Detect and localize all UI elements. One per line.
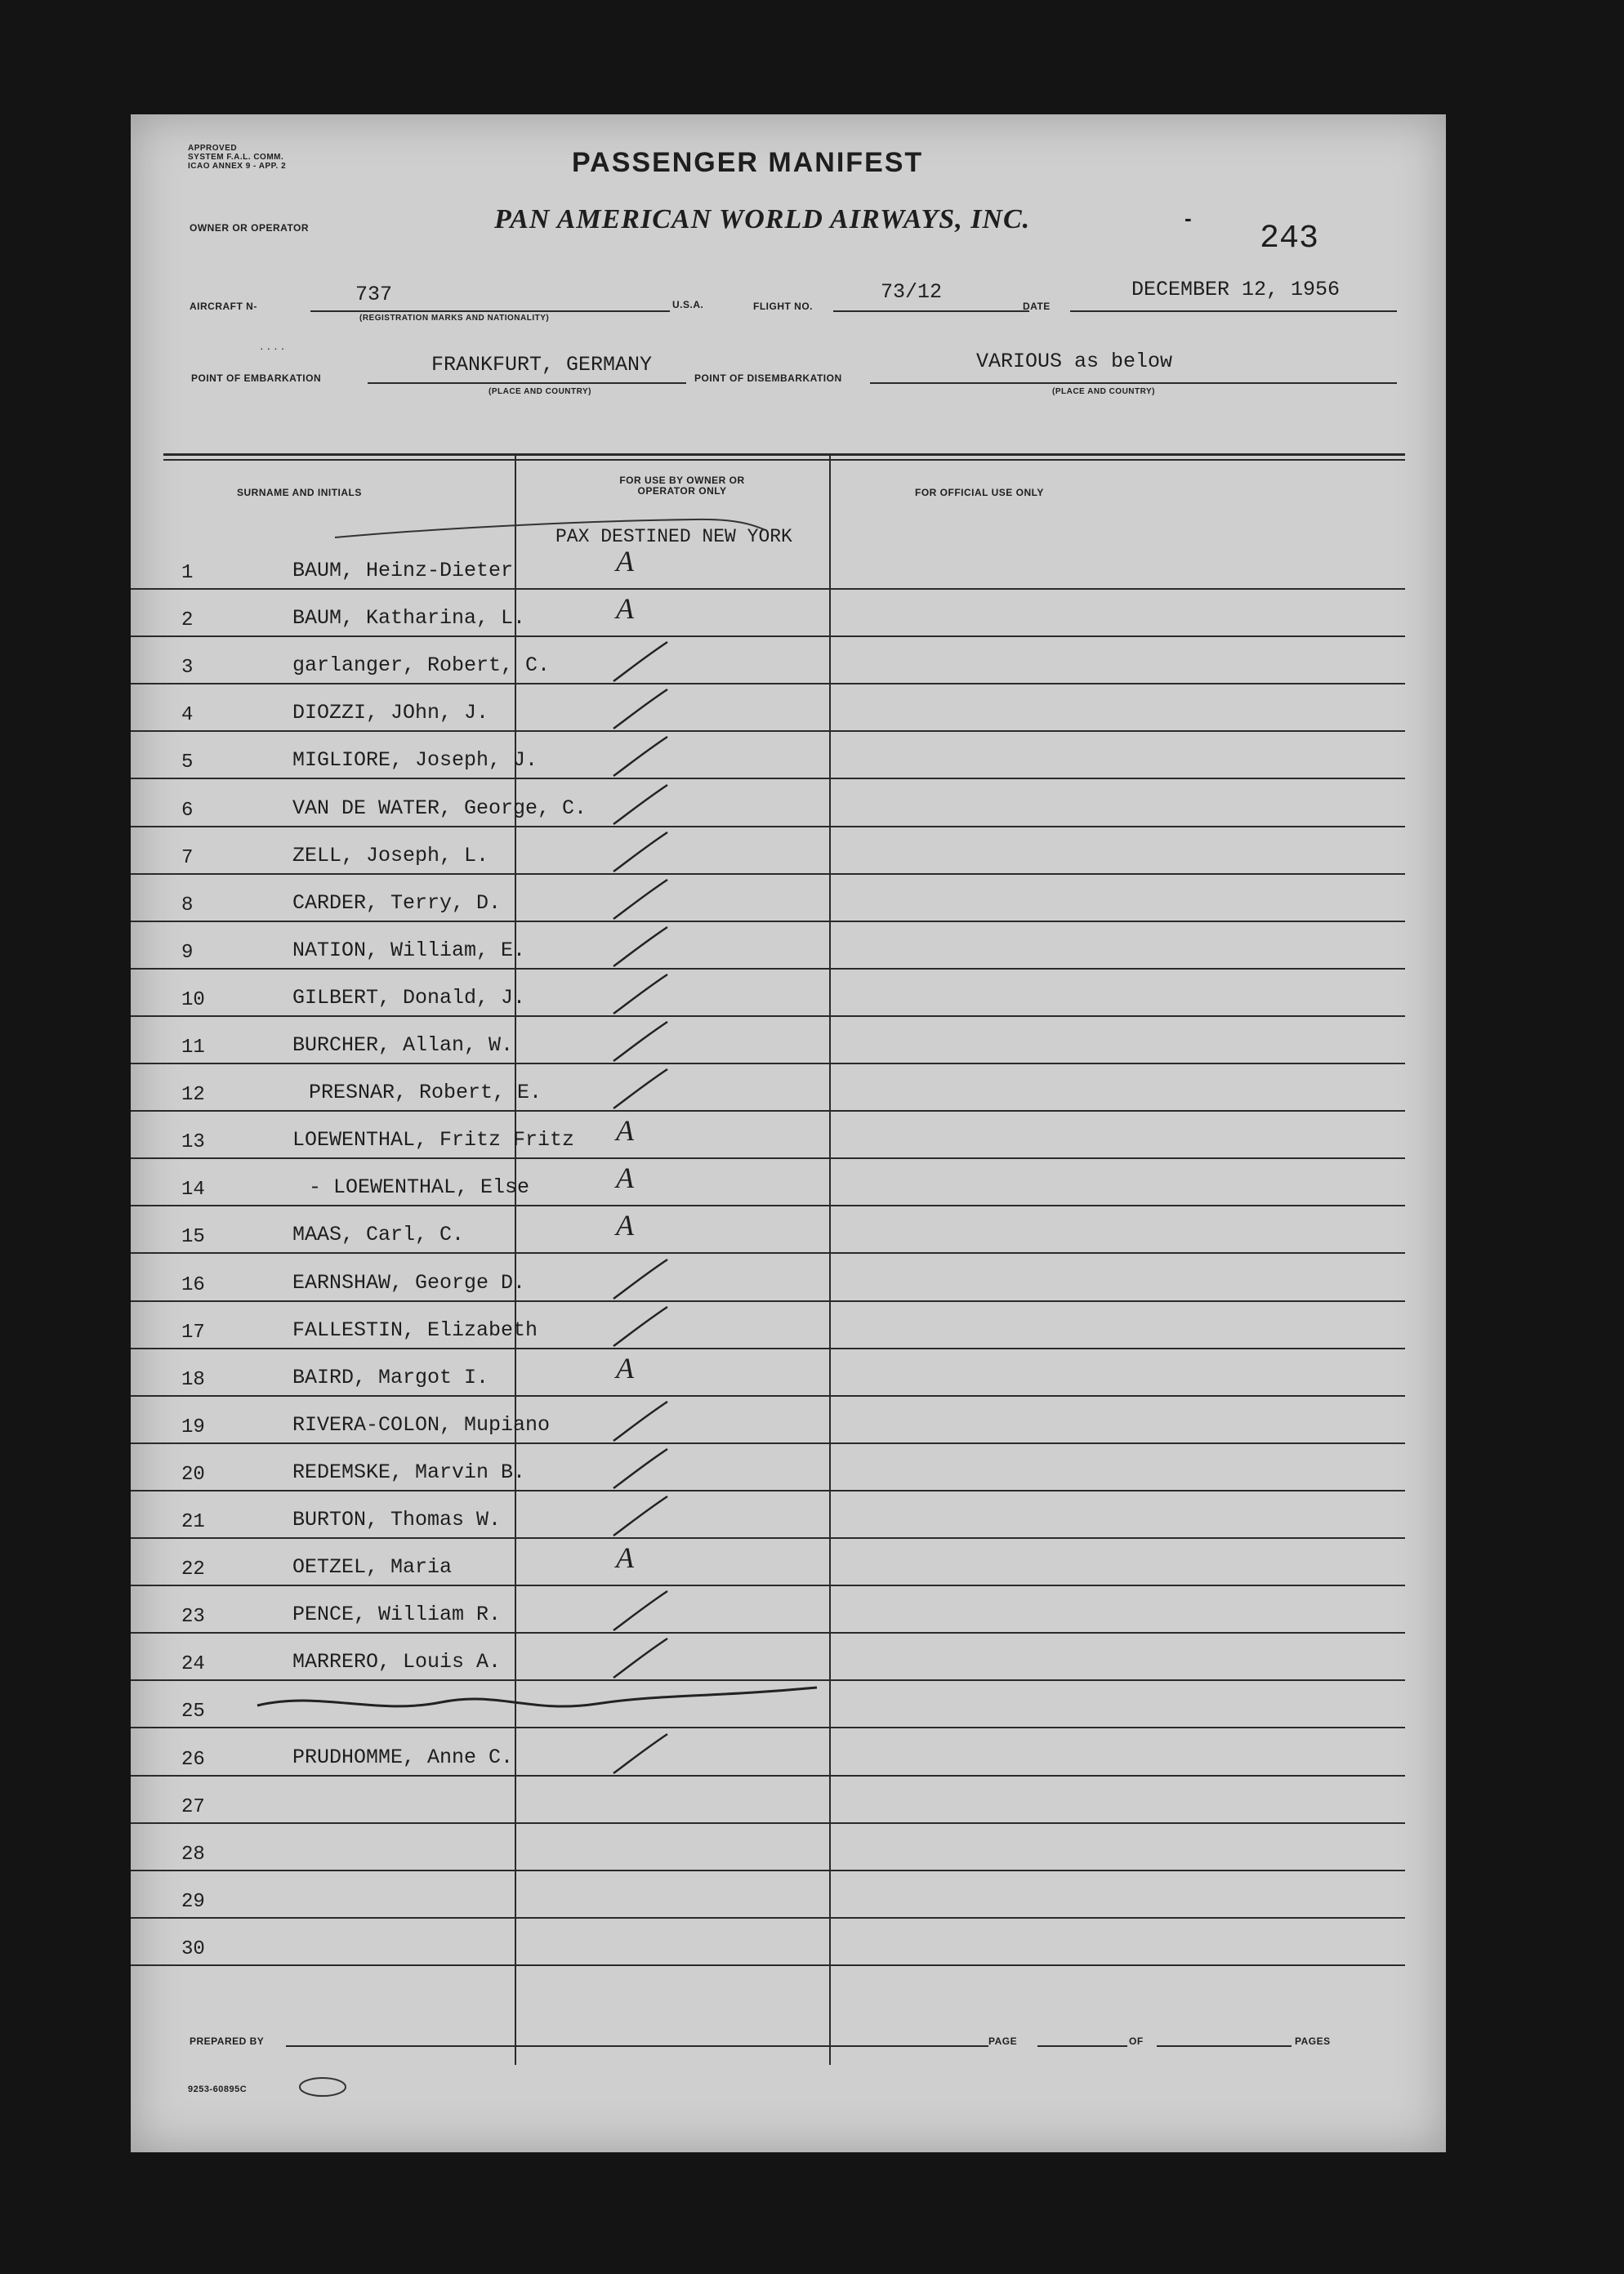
aircraft-underline bbox=[310, 310, 670, 312]
owner-label: OWNER OR OPERATOR bbox=[190, 222, 310, 234]
row-rule bbox=[131, 1442, 1405, 1444]
row-rule bbox=[131, 1300, 1405, 1302]
row-number: 26 bbox=[181, 1749, 205, 1771]
handwritten-check-mark bbox=[609, 686, 674, 735]
handwritten-arrow-stroke bbox=[327, 505, 850, 554]
approval-line: APPROVED bbox=[188, 144, 238, 153]
row-number: 21 bbox=[181, 1511, 205, 1533]
handwritten-a-mark: A bbox=[616, 1541, 634, 1574]
row-rule bbox=[131, 1110, 1405, 1112]
approval-line: ICAO ANNEX 9 - APP. 2 bbox=[188, 162, 287, 171]
destination-note: PAX DESTINED NEW YORK bbox=[555, 526, 792, 547]
passenger-name: MARRERO, Louis A. bbox=[292, 1650, 502, 1674]
handwritten-a-mark: A bbox=[616, 1162, 634, 1194]
pages-label: PAGES bbox=[1295, 2035, 1331, 2047]
handwritten-check-mark bbox=[609, 1398, 674, 1447]
passenger-name: EARNSHAW, George D. bbox=[292, 1271, 526, 1295]
passenger-name: garlanger, Robert, C. bbox=[292, 653, 551, 677]
passenger-name: ZELL, Joseph, L. bbox=[292, 844, 489, 867]
row-rule bbox=[131, 730, 1405, 732]
passenger-name: DIOZZI, JOhn, J. bbox=[292, 701, 489, 725]
passenger-name: BAIRD, Margot I. bbox=[292, 1366, 489, 1389]
embarkation-label: POINT OF EMBARKATION bbox=[191, 372, 322, 384]
table-top-rule-2 bbox=[163, 459, 1405, 461]
row-number: 14 bbox=[181, 1179, 205, 1201]
handwritten-check-mark bbox=[609, 1019, 674, 1068]
row-rule bbox=[131, 921, 1405, 922]
handwritten-check-mark bbox=[609, 1446, 674, 1495]
row-number: 19 bbox=[181, 1416, 205, 1438]
approval-block bbox=[188, 144, 286, 171]
passenger-name: GILBERT, Donald, J. bbox=[292, 986, 526, 1010]
handwritten-check-mark bbox=[609, 971, 674, 1020]
row-number: 27 bbox=[181, 1796, 205, 1818]
handwritten-check-mark bbox=[609, 782, 674, 831]
form-number: 9253-60895C bbox=[188, 2084, 248, 2094]
row-number: 25 bbox=[181, 1701, 205, 1723]
passenger-name: LOEWENTHAL, Fritz Fritz bbox=[292, 1128, 575, 1152]
row-rule bbox=[131, 1063, 1405, 1064]
handwritten-check-mark bbox=[609, 1731, 674, 1780]
row-number: 1 bbox=[181, 562, 194, 584]
passenger-name: PRESNAR, Robert, E. bbox=[309, 1081, 542, 1104]
passenger-name: NATION, William, E. bbox=[292, 939, 526, 962]
handwritten-check-mark bbox=[609, 1304, 674, 1353]
passenger-name: OETZEL, Maria bbox=[292, 1555, 453, 1579]
strikethrough-wave bbox=[253, 1683, 825, 1723]
row-rule bbox=[131, 826, 1405, 827]
row-rule bbox=[131, 873, 1405, 875]
row-number: 12 bbox=[181, 1084, 205, 1106]
of-label: OF bbox=[1129, 2035, 1144, 2047]
prepared-by-label: PREPARED BY bbox=[190, 2035, 265, 2047]
disembarkation-caption: (PLACE AND COUNTRY) bbox=[1052, 387, 1155, 396]
embarkation-value: FRANKFURT, GERMANY bbox=[431, 353, 653, 377]
passenger-name: MIGLIORE, Joseph, J. bbox=[292, 748, 538, 772]
flight-label: FLIGHT NO. bbox=[753, 301, 813, 312]
disembarkation-underline bbox=[870, 382, 1397, 384]
passenger-name: RIVERA-COLON, Mupiano bbox=[292, 1413, 551, 1437]
row-number: 6 bbox=[181, 800, 194, 822]
usa-label: U.S.A. bbox=[672, 299, 704, 310]
row-rule bbox=[131, 1870, 1405, 1871]
row-rule bbox=[131, 1395, 1405, 1397]
printer-seal-icon bbox=[294, 2075, 351, 2099]
row-number: 24 bbox=[181, 1653, 205, 1675]
row-number: 10 bbox=[181, 989, 205, 1011]
row-rule bbox=[131, 1537, 1405, 1539]
row-rule bbox=[131, 1679, 1405, 1681]
disembarkation-value: VARIOUS as below bbox=[976, 350, 1173, 373]
handwritten-a-mark: A bbox=[616, 1352, 634, 1384]
page-title: PASSENGER MANIFEST bbox=[572, 147, 924, 178]
passenger-name: MAAS, Carl, C. bbox=[292, 1223, 465, 1246]
row-number: 17 bbox=[181, 1322, 205, 1344]
handwritten-check-mark bbox=[609, 639, 674, 688]
row-rule bbox=[131, 683, 1405, 684]
passenger-name: CARDER, Terry, D. bbox=[292, 891, 502, 915]
row-rule bbox=[131, 1822, 1405, 1824]
page-label: PAGE bbox=[988, 2035, 1018, 2047]
passenger-name: FALLESTIN, Elizabeth bbox=[292, 1318, 538, 1342]
handwritten-check-mark bbox=[609, 1493, 674, 1542]
handwritten-check-mark bbox=[609, 1256, 674, 1305]
handwritten-a-mark: A bbox=[616, 1114, 634, 1147]
handwritten-a-mark: A bbox=[616, 545, 634, 577]
row-number: 3 bbox=[181, 657, 194, 679]
handwritten-check-mark bbox=[609, 1635, 674, 1684]
row-number: 16 bbox=[181, 1274, 205, 1296]
row-rule bbox=[131, 968, 1405, 970]
row-number: 29 bbox=[181, 1891, 205, 1913]
row-number: 22 bbox=[181, 1558, 205, 1581]
aircraft-caption: (REGISTRATION MARKS AND NATIONALITY) bbox=[359, 314, 550, 323]
row-rule bbox=[131, 588, 1405, 590]
row-rule bbox=[131, 778, 1405, 779]
handwritten-check-mark bbox=[609, 876, 674, 925]
disembarkation-label: POINT OF DISEMBARKATION bbox=[694, 372, 842, 384]
row-rule bbox=[131, 1157, 1405, 1159]
col-header-surname: SURNAME AND INITIALS bbox=[237, 487, 362, 498]
row-rule bbox=[131, 1775, 1405, 1777]
handwritten-check-mark bbox=[609, 924, 674, 973]
col-header-official: FOR OFFICIAL USE ONLY bbox=[915, 487, 1044, 498]
date-value: DECEMBER 12, 1956 bbox=[1131, 278, 1341, 301]
row-number: 15 bbox=[181, 1226, 205, 1248]
passenger-name: BURTON, Thomas W. bbox=[292, 1508, 502, 1532]
row-number: 23 bbox=[181, 1606, 205, 1628]
row-rule bbox=[131, 1727, 1405, 1728]
handwritten-check-mark bbox=[609, 1066, 674, 1115]
flight-underline bbox=[833, 310, 1029, 312]
passenger-name: BURCHER, Allan, W. bbox=[292, 1033, 514, 1057]
passenger-name: BAUM, Heinz-Dieter bbox=[292, 559, 514, 582]
row-rule bbox=[131, 1632, 1405, 1634]
row-rule bbox=[131, 1015, 1405, 1017]
row-number: 13 bbox=[181, 1131, 205, 1153]
dots-mark: · · · · bbox=[260, 341, 285, 354]
handwritten-check-mark bbox=[609, 829, 674, 878]
row-rule bbox=[131, 1917, 1405, 1919]
handwritten-check-mark bbox=[609, 1588, 674, 1637]
row-number: 20 bbox=[181, 1464, 205, 1486]
row-number: 5 bbox=[181, 751, 194, 774]
passenger-name: REDEMSKE, Marvin B. bbox=[292, 1460, 526, 1484]
flight-value: 73/12 bbox=[881, 280, 943, 304]
row-rule bbox=[131, 1490, 1405, 1491]
page-stamp: 243 bbox=[1260, 221, 1319, 257]
row-number: 7 bbox=[181, 847, 194, 869]
date-label: DATE bbox=[1023, 301, 1051, 312]
manifest-sheet bbox=[131, 114, 1446, 2152]
passenger-name: VAN DE WATER, George, C. bbox=[292, 796, 587, 820]
approval-line: SYSTEM F.A.L. COMM. bbox=[188, 153, 284, 162]
embarkation-caption: (PLACE AND COUNTRY) bbox=[489, 387, 591, 396]
row-rule bbox=[131, 635, 1405, 637]
passenger-name: PENCE, William R. bbox=[292, 1603, 502, 1626]
row-number: 28 bbox=[181, 1844, 205, 1866]
row-rule bbox=[131, 1252, 1405, 1254]
aircraft-value: 737 bbox=[355, 283, 393, 306]
row-rule bbox=[131, 1585, 1405, 1586]
page-underline bbox=[1037, 2045, 1127, 2047]
row-rule bbox=[131, 1348, 1405, 1349]
handwritten-check-mark bbox=[609, 733, 674, 783]
prepared-underline bbox=[286, 2045, 988, 2047]
row-number: 30 bbox=[181, 1938, 205, 1960]
table-top-rule bbox=[163, 453, 1405, 456]
handwritten-a-mark: A bbox=[616, 592, 634, 625]
col-header-owner: FOR USE BY OWNER OR OPERATOR ONLY bbox=[619, 475, 745, 497]
passenger-name: - LOEWENTHAL, Else bbox=[309, 1175, 530, 1199]
date-underline bbox=[1070, 310, 1397, 312]
row-rule bbox=[131, 1964, 1405, 1966]
aircraft-label: AIRCRAFT N- bbox=[190, 301, 257, 312]
stamp-mark: - bbox=[1185, 206, 1192, 230]
row-number: 11 bbox=[181, 1037, 205, 1059]
embarkation-underline bbox=[368, 382, 686, 384]
row-number: 9 bbox=[181, 942, 194, 964]
passenger-name: BAUM, Katharina, L. bbox=[292, 606, 526, 630]
row-number: 8 bbox=[181, 894, 194, 916]
of-underline bbox=[1157, 2045, 1292, 2047]
handwritten-a-mark: A bbox=[616, 1209, 634, 1242]
row-number: 18 bbox=[181, 1369, 205, 1391]
row-rule bbox=[131, 1205, 1405, 1206]
passenger-name: PRUDHOMME, Anne C. bbox=[292, 1746, 514, 1769]
operator-name: PAN AMERICAN WORLD AIRWAYS, INC. bbox=[494, 204, 1031, 234]
row-number: 2 bbox=[181, 609, 194, 631]
row-number: 4 bbox=[181, 704, 194, 726]
